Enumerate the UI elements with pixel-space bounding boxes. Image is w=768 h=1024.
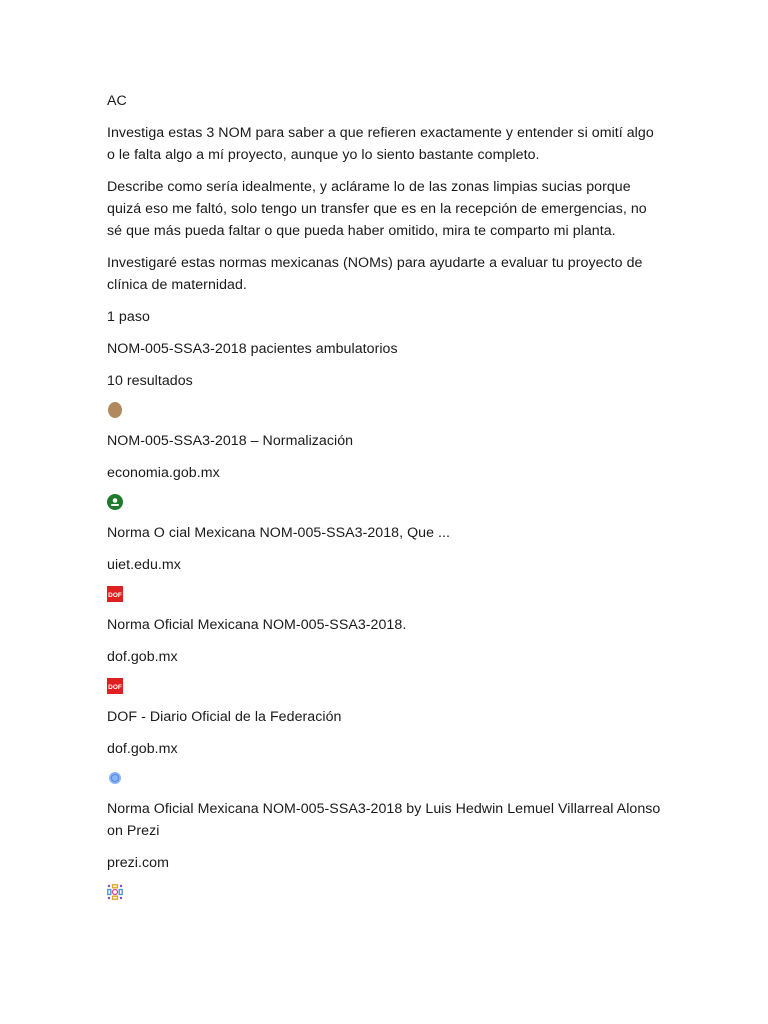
dof-favicon-text: DOF [108, 683, 122, 691]
search-result-title[interactable]: DOF - Diario Oficial de la Federación [107, 709, 342, 725]
search-result-domain: uiet.edu.mx [107, 557, 181, 573]
prezi-favicon-icon [107, 770, 123, 786]
user-message: Investiga estas 3 NOM para saber a que refieren exactamente y entender si omití algo o le falta algo a mí proyecto, aunque yo lo siento bastante completo. [107, 125, 654, 163]
search-result-domain: dof.gob.mx [107, 649, 178, 665]
search-result-domain: prezi.com [107, 855, 169, 871]
uiet-favicon-icon [107, 494, 123, 510]
dof-favicon-icon [107, 586, 123, 602]
dof-favicon-icon [107, 678, 123, 694]
search-result-title[interactable]: Norma O cial Mexicana NOM-005-SSA3-2018, Que ... [107, 525, 451, 541]
pattern-favicon-icon [107, 884, 123, 900]
search-result-domain: economia.gob.mx [107, 465, 220, 481]
search-result-title[interactable]: NOM-005-SSA3-2018 – Normalización [107, 433, 354, 449]
user-initials: AC [107, 93, 127, 109]
search-result-title[interactable]: Norma Oficial Mexicana NOM-005-SSA3-2018 by Luis Hedwin Lemuel Villarreal Alonso on Prezi [107, 801, 661, 839]
search-result-title[interactable]: Norma Oficial Mexicana NOM-005-SSA3-2018. [107, 617, 407, 633]
dof-favicon-text: DOF [108, 591, 122, 599]
search-result-domain: dof.gob.mx [107, 741, 178, 757]
conversation-document [107, 90, 663, 912]
user-message: Describe como sería idealmente, y aclárame lo de las zonas limpias sucias porque quizá eso me faltó, solo tengo un transfer que es en la recepción de emergencias, no sé que más pueda faltar o que pueda haber omitido, mira te comparto mi planta. [107, 179, 647, 239]
economia-favicon-icon [107, 402, 123, 418]
search-query: NOM-005-SSA3-2018 pacientes ambulatorios [107, 341, 398, 357]
assistant-message: Investigaré estas normas mexicanas (NOMs) para ayudarte a evaluar tu proyecto de clínica de maternidad. [107, 255, 643, 293]
research-step-label: 1 paso [107, 309, 150, 325]
result-count: 10 resultados [107, 373, 193, 389]
